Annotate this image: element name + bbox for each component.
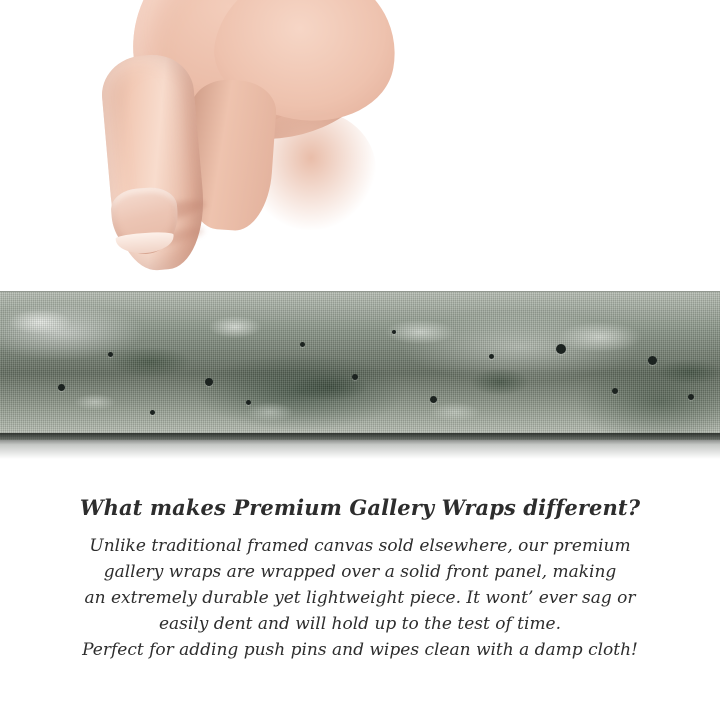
canvas-speckle <box>489 354 494 359</box>
caption-line: gallery wraps are wrapped over a solid front panel, making <box>103 562 617 582</box>
canvas-speckle <box>205 378 213 386</box>
canvas-weave-texture <box>0 292 720 440</box>
caption-line: Perfect for adding push pins and wipes clean with a damp cloth! <box>82 640 638 660</box>
caption-block <box>0 495 720 663</box>
caption-line: Unlike traditional framed canvas sold elsewhere, our premium <box>89 536 631 556</box>
canvas-speckle <box>688 394 694 400</box>
hand <box>96 0 396 300</box>
canvas-speckle <box>352 374 358 380</box>
canvas-speckle <box>108 352 113 357</box>
hand-photo-area <box>0 0 720 300</box>
canvas-speckle <box>300 342 305 347</box>
canvas-speckle <box>150 410 155 415</box>
canvas-speckle <box>246 400 251 405</box>
canvas-drop-shadow <box>0 433 720 459</box>
caption-line: easily dent and will hold up to the test of time. <box>158 614 562 634</box>
canvas-speckle <box>612 388 618 394</box>
canvas-speckle <box>556 344 566 354</box>
canvas-speckle <box>648 356 657 365</box>
canvas-speckle <box>392 330 396 334</box>
canvas-speckle <box>430 396 437 403</box>
caption-line: an extremely durable yet lightweight piece. It wont’ ever sag or <box>84 588 636 608</box>
canvas-edge-strip <box>0 292 720 440</box>
canvas-speckle <box>58 384 65 391</box>
caption-heading: What makes Premium Gallery Wraps different? <box>79 495 641 520</box>
